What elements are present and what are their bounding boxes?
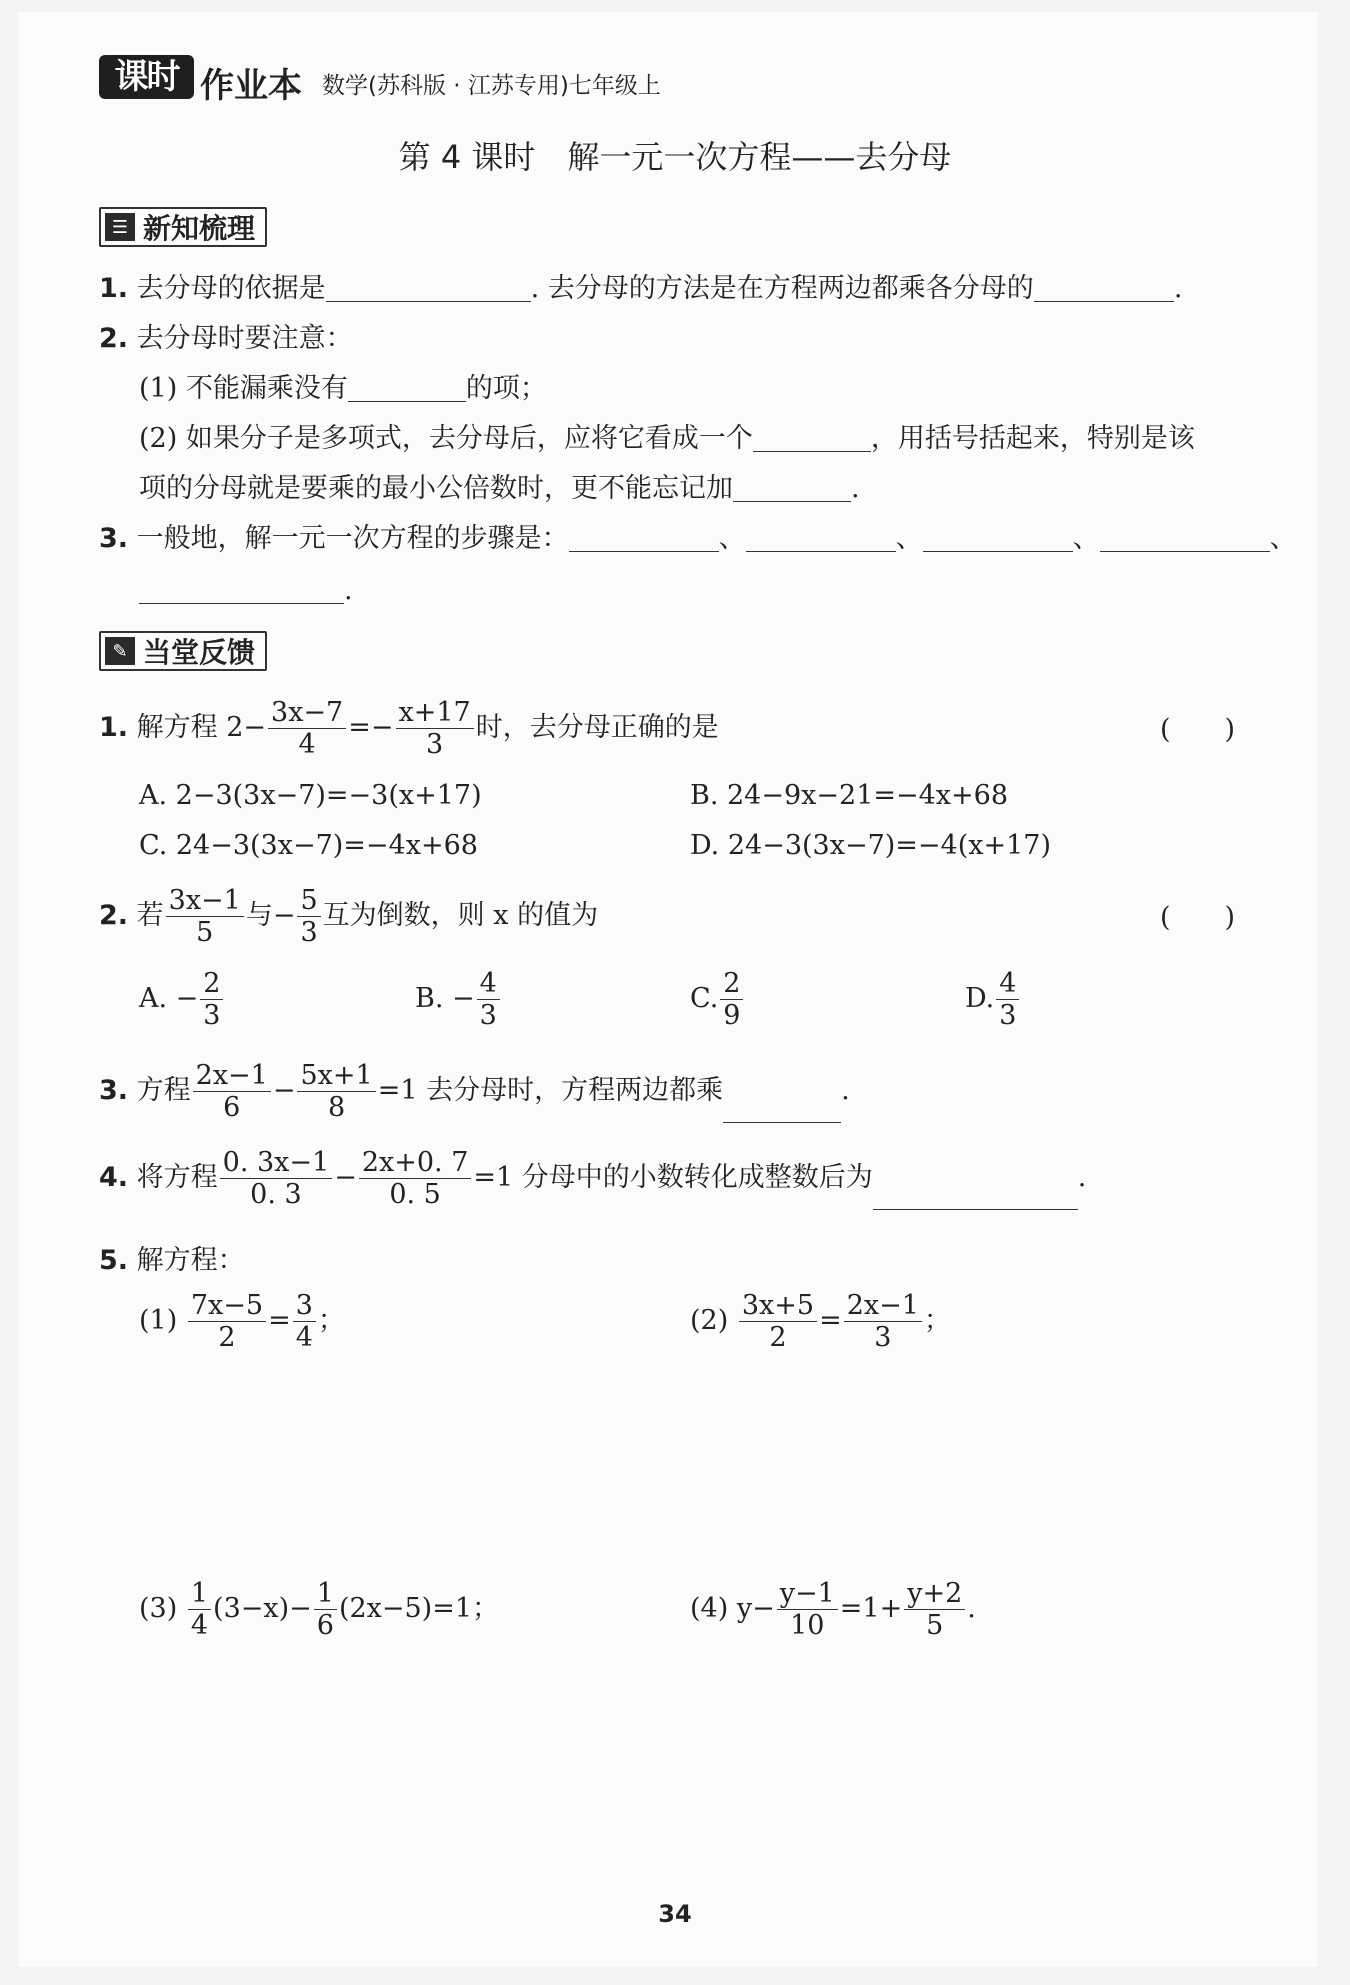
option-b: B. 24−9x−21=−4x+68 bbox=[690, 780, 1009, 811]
s2-question-5-part-3: (3) $\frac{1}{4}$ (3−x)− $\frac{1}{6}$ (2x−5)=1； bbox=[139, 1578, 500, 1642]
option-d: D. 24−3(3x−7)=−4(x+17) bbox=[690, 830, 1051, 861]
book-icon: ☰ bbox=[105, 213, 135, 241]
answer-paren[interactable]: ( ) bbox=[1160, 902, 1236, 933]
option-b: B. − $\frac{4}{3}$ bbox=[415, 968, 502, 1031]
answer-blank[interactable] bbox=[733, 477, 851, 502]
answer-blank[interactable] bbox=[569, 527, 719, 552]
answer-blank[interactable] bbox=[923, 527, 1073, 552]
answer-blank[interactable] bbox=[1100, 527, 1270, 552]
fraction: $\frac{x+17}{3}$ bbox=[396, 697, 474, 760]
option-a: A. − $\frac{2}{3}$ bbox=[139, 968, 225, 1031]
answer-blank[interactable] bbox=[348, 377, 466, 402]
s2-question-5: 5. 解方程： bbox=[99, 1245, 245, 1276]
pencil-icon: ✎ bbox=[105, 637, 135, 665]
fraction: $\frac{5x+1}{8}$ bbox=[297, 1060, 375, 1123]
s2-question-4: 4. 将方程 $\frac{0. 3x-1}{0. 3}$ − $\frac{2x+0. 7}{0. 5}$ =1 分母中的小数转化成整数后为 . bbox=[99, 1147, 1087, 1211]
option-d: D. $\frac{4}{3}$ bbox=[965, 968, 1021, 1031]
section-title: 新知梳理 bbox=[143, 212, 256, 245]
answer-blank[interactable] bbox=[723, 1098, 841, 1123]
fraction: $\frac{2x-1}{6}$ bbox=[193, 1060, 271, 1123]
s1-question-2: 2. 去分母时要注意： bbox=[99, 323, 353, 354]
lesson-title: 第 4 课时 解一元一次方程——去分母 bbox=[398, 138, 952, 176]
s1-question-2-item-2-cont: 项的分母就是要乘的最小公倍数时，更不能忘记加 . bbox=[139, 473, 860, 504]
answer-blank[interactable] bbox=[753, 427, 871, 452]
book-logo: 课时 bbox=[99, 55, 194, 99]
book-name: 作业本 bbox=[200, 66, 302, 106]
fraction: $\frac{0. 3x-1}{0. 3}$ bbox=[220, 1147, 333, 1210]
s2-question-5-part-4: (4) y− $\frac{y-1}{10}$ =1+ $\frac{y+2}{5}$ . bbox=[690, 1578, 976, 1642]
s1-question-3-cont: . bbox=[139, 577, 353, 604]
section-header-class-feedback bbox=[99, 631, 267, 671]
option-a: A. 2−3(3x−7)=−3(x+17) bbox=[139, 780, 482, 811]
s2-question-5-part-1: (1) $\frac{7x-5}{2}$ = $\frac{3}{4}$ ； bbox=[139, 1290, 345, 1354]
fraction: $\frac{5}{3}$ bbox=[297, 885, 320, 948]
s2-question-3: 3. 方程 $\frac{2x-1}{6}$ − $\frac{5x+1}{8}$ =1 去分母时，方程两边都乘 . bbox=[99, 1060, 850, 1124]
s1-question-3: 3. 一般地，解一元一次方程的步骤是： 、 、 、 、 bbox=[99, 523, 1297, 554]
answer-blank[interactable] bbox=[326, 277, 531, 302]
fraction: $\frac{2x+0. 7}{0. 5}$ bbox=[359, 1147, 472, 1210]
answer-paren[interactable]: ( ) bbox=[1160, 714, 1236, 745]
s1-question-2-item-2: (2) 如果分子是多项式，去分母后，应将它看成一个 ，用括号括起来，特别是该 bbox=[139, 423, 1195, 454]
section-title: 当堂反馈 bbox=[143, 636, 256, 669]
answer-blank[interactable] bbox=[139, 579, 344, 604]
option-c: C. 24−3(3x−7)=−4x+68 bbox=[139, 830, 478, 861]
s2-question-5-part-2: (2) $\frac{3x+5}{2}$ = $\frac{2x-1}{3}$ ； bbox=[690, 1290, 951, 1354]
option-c: C. $\frac{2}{9}$ bbox=[690, 968, 745, 1031]
book-subtitle: 数学(苏科版 · 江苏专用)七年级上 bbox=[322, 73, 661, 99]
answer-blank[interactable] bbox=[746, 527, 896, 552]
section-header-new-knowledge bbox=[99, 207, 267, 247]
s2-question-2: 2. 若 $\frac{3x-1}{5}$ 与− $\frac{5}{3}$ 互为倒数，则 x 的值为 bbox=[99, 885, 599, 949]
s1-question-2-item-1: (1) 不能漏乘没有 的项； bbox=[139, 373, 547, 404]
answer-blank[interactable] bbox=[1034, 277, 1174, 302]
s2-question-1: 1. 解方程 2− $\frac{3x-7}{4}$ =− $\frac{x+17}{3}$ 时，去分母正确的是 bbox=[99, 697, 719, 761]
page-number: 34 bbox=[658, 1900, 692, 1928]
fraction: $\frac{3x-1}{5}$ bbox=[166, 885, 244, 948]
fraction: $\frac{3x-7}{4}$ bbox=[268, 697, 346, 760]
s1-question-1: 1. 去分母的依据是 . 去分母的方法是在方程两边都乘各分母的 . bbox=[99, 273, 1183, 304]
answer-blank[interactable] bbox=[873, 1185, 1078, 1210]
